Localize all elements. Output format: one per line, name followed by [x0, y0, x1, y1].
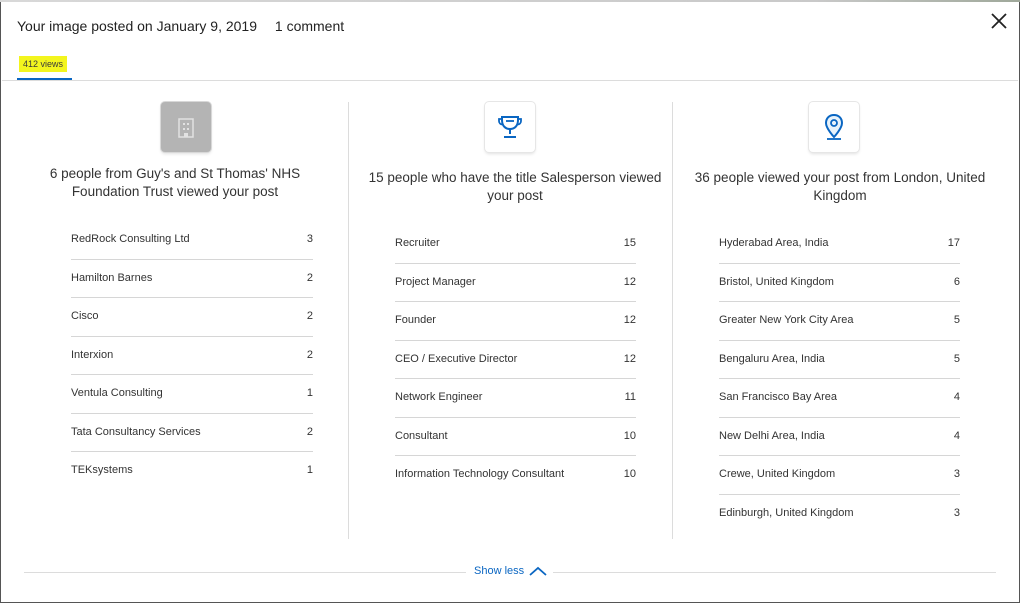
column-divider [348, 102, 349, 539]
item-label: Tata Consultancy Services [71, 425, 201, 438]
item-count: 2 [306, 425, 313, 438]
column-divider [672, 102, 673, 539]
item-label: Founder [395, 314, 436, 326]
top-border [0, 0, 1020, 2]
item-label: Recruiter [395, 237, 440, 249]
footer-divider-right [553, 572, 996, 573]
item-count: 12 [623, 352, 636, 365]
views-count: 412 views [19, 56, 67, 72]
item-label: Interxion [71, 348, 114, 361]
list-item [71, 298, 313, 337]
location-pin-icon [819, 112, 849, 142]
item-label: Project Manager [395, 275, 476, 288]
item-label: Information Technology Consultant [395, 468, 565, 480]
company-heading: 6 people from Guy's and St Thomas' NHS Foundation Trust viewed your post [49, 166, 301, 199]
item-label: Hyderabad Area, India [719, 237, 829, 249]
list-item [71, 414, 313, 453]
item-count: 12 [623, 314, 636, 326]
item-count: 10 [623, 468, 636, 480]
list-item [395, 456, 636, 495]
item-count: 1 [306, 387, 313, 399]
job-title-list [395, 225, 636, 495]
company-list [71, 221, 313, 491]
list-item [719, 302, 960, 341]
list-item [395, 418, 636, 457]
item-count: 2 [306, 348, 313, 361]
building-icon [164, 105, 208, 149]
list-item [719, 495, 960, 534]
dialog-header [17, 18, 344, 34]
item-count: 10 [623, 429, 636, 442]
list-item [395, 264, 636, 303]
item-label: Cisco [71, 310, 99, 322]
item-count: 2 [306, 271, 313, 284]
item-count: 3 [306, 233, 313, 245]
post-title: Your image posted on January 9, 2019 [17, 18, 257, 34]
tab-views[interactable] [17, 56, 72, 80]
item-label: Ventula Consulting [71, 387, 163, 399]
footer-divider-left [24, 572, 466, 573]
item-label: TEKsystems [71, 464, 133, 476]
list-item [395, 379, 636, 418]
list-item [395, 341, 636, 380]
item-label: New Delhi Area, India [719, 429, 825, 442]
list-item [71, 260, 313, 299]
show-less-label: Show less [474, 565, 525, 577]
item-count: 6 [953, 275, 960, 288]
list-item [395, 302, 636, 341]
location-list [719, 225, 960, 533]
item-label: Bristol, United Kingdom [719, 275, 834, 288]
list-item [71, 375, 313, 414]
item-count: 4 [953, 429, 960, 442]
item-count: 5 [953, 314, 960, 326]
item-count: 11 [624, 391, 636, 403]
show-less-button[interactable] [474, 565, 547, 577]
item-label: CEO / Executive Director [395, 352, 518, 365]
trophy-icon [495, 112, 525, 142]
item-label: Consultant [395, 429, 448, 442]
header-divider [2, 80, 1018, 81]
item-count: 4 [953, 391, 960, 403]
item-count: 15 [623, 237, 636, 249]
company-logo [161, 102, 211, 152]
item-label: Crewe, United Kingdom [719, 468, 836, 480]
list-item [71, 221, 313, 260]
item-count: 1 [306, 464, 313, 476]
location-badge [809, 102, 859, 152]
item-count: 12 [623, 275, 636, 288]
close-icon [988, 10, 1010, 32]
close-button[interactable] [988, 10, 1010, 32]
trophy-badge [485, 102, 535, 152]
list-item [719, 456, 960, 495]
list-item [719, 225, 960, 264]
item-count: 2 [306, 310, 313, 322]
item-label: Greater New York City Area [719, 314, 854, 326]
item-count: 5 [953, 352, 960, 365]
list-item [719, 379, 960, 418]
comments-count[interactable]: 1 comment [274, 18, 345, 34]
item-count: 3 [953, 506, 960, 519]
list-item [71, 452, 313, 491]
item-label: Network Engineer [395, 391, 483, 403]
job-title-heading: 15 people who have the title Salesperson viewed your post [368, 170, 662, 203]
item-count: 3 [953, 468, 960, 480]
list-item [719, 341, 960, 380]
list-item [395, 225, 636, 264]
list-item [719, 264, 960, 303]
item-label: Edinburgh, United Kingdom [719, 506, 854, 519]
list-item [719, 418, 960, 457]
list-item [71, 337, 313, 376]
chevron-up-icon [529, 566, 547, 576]
location-heading: 36 people viewed your post from London, United Kingdom [694, 170, 986, 203]
item-count: 17 [947, 237, 960, 249]
item-label: Bengaluru Area, India [719, 352, 825, 365]
item-label: San Francisco Bay Area [719, 391, 838, 403]
item-label: RedRock Consulting Ltd [71, 233, 190, 245]
item-label: Hamilton Barnes [71, 271, 153, 284]
